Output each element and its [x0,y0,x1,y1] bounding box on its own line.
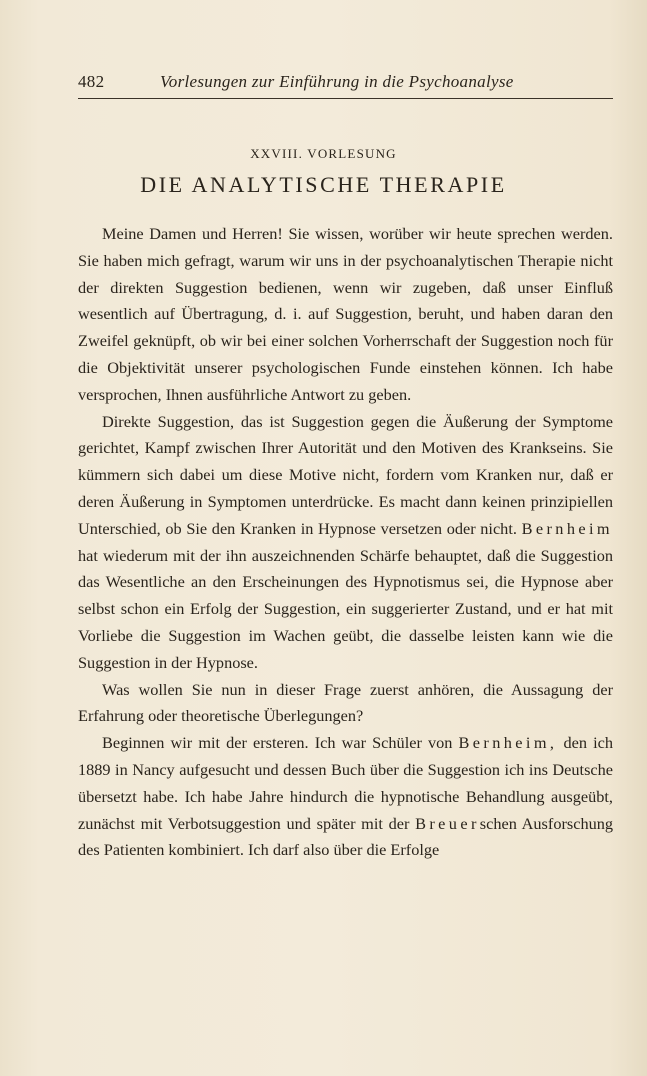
running-title: Vorlesungen zur Einführung in die Psychoanalyse [160,72,514,91]
spaced-name: Bernheim [521,518,613,538]
page-number: 482 [78,72,105,91]
chapter-title: DIE ANALYTISCHE THERAPIE [140,172,507,197]
running-header [78,66,613,99]
paragraph-text: den ich 1889 in Nancy aufgesucht und dessen Buch über die Suggestion ich ins Deutsche übersetzt habe. Ich habe Jahre hindurch die hypnotische Behandlung ausgeübt, zunächst mit Verbotsuggestion und später mit der [78,733,614,833]
paragraph-text: hat wiederum mit der ihn auszeichnenden Schärfe behauptet, daß die Suggestion das Wesentliche an den Erscheinungen des Hypnotismus sei, die Hypnose aber selbst schon ein Erfolg der Suggestion, ein suggerierter Zustand, und er hat mit Vorliebe die Suggestion im Wachen geübt, die dasselbe leisten kann wie die Suggestion in der Hypnose. [78,545,613,672]
body-text [78,221,613,864]
paragraph [78,409,613,677]
paragraph-text: schen Ausforschung des Patienten kombiniert. Ich darf also über die Erfolge [78,813,614,860]
paragraph [78,730,613,864]
lecture-label: XXVIII. VORLESUNG [250,146,397,161]
spaced-name: Breuer [415,813,480,833]
paragraph-text: Direkte Suggestion, das ist Suggestion gegen die Äußerung der Symptome gerichtet, Kampf zwischen Ihrer Autorität und den Motiven des Krankseins. Sie kümmern sich dabei um diese Motive nicht, fordern vom Kranken nur, daß er deren Äußerung in Symptomen unterdrücke. Es macht dann keinen prinzipiellen Unterschied, ob Sie den Kranken in Hypnose versetzen oder nicht. [78,411,613,538]
paragraph: Meine Damen und Herren! Sie wissen, worüber wir heute sprechen werden. Sie haben mich gefragt, warum wir uns in der psychoanalytischen Therapie nicht der direkten Suggestion bedienen, wenn wir zugeben, daß unser Einfluß wesentlich auf Übertragung, d. i. auf Suggestion, beruht, und haben daran den Zweifel geknüpft, ob wir bei einer solchen Vorherrschaft der Suggestion noch für die Objektivität unserer psychologischen Funde einstehen können. Ich habe versprochen, Ihnen ausführliche Antwort zu geben. [78,224,613,404]
spaced-name: Bernheim, [458,733,558,753]
paragraph-text: Beginnen wir mit der ersteren. Ich war Schüler von [102,733,453,753]
paragraph: Was wollen Sie nun in dieser Frage zuerst anhören, die Aussagung der Erfahrung oder theoretische Überlegungen? [78,679,613,726]
